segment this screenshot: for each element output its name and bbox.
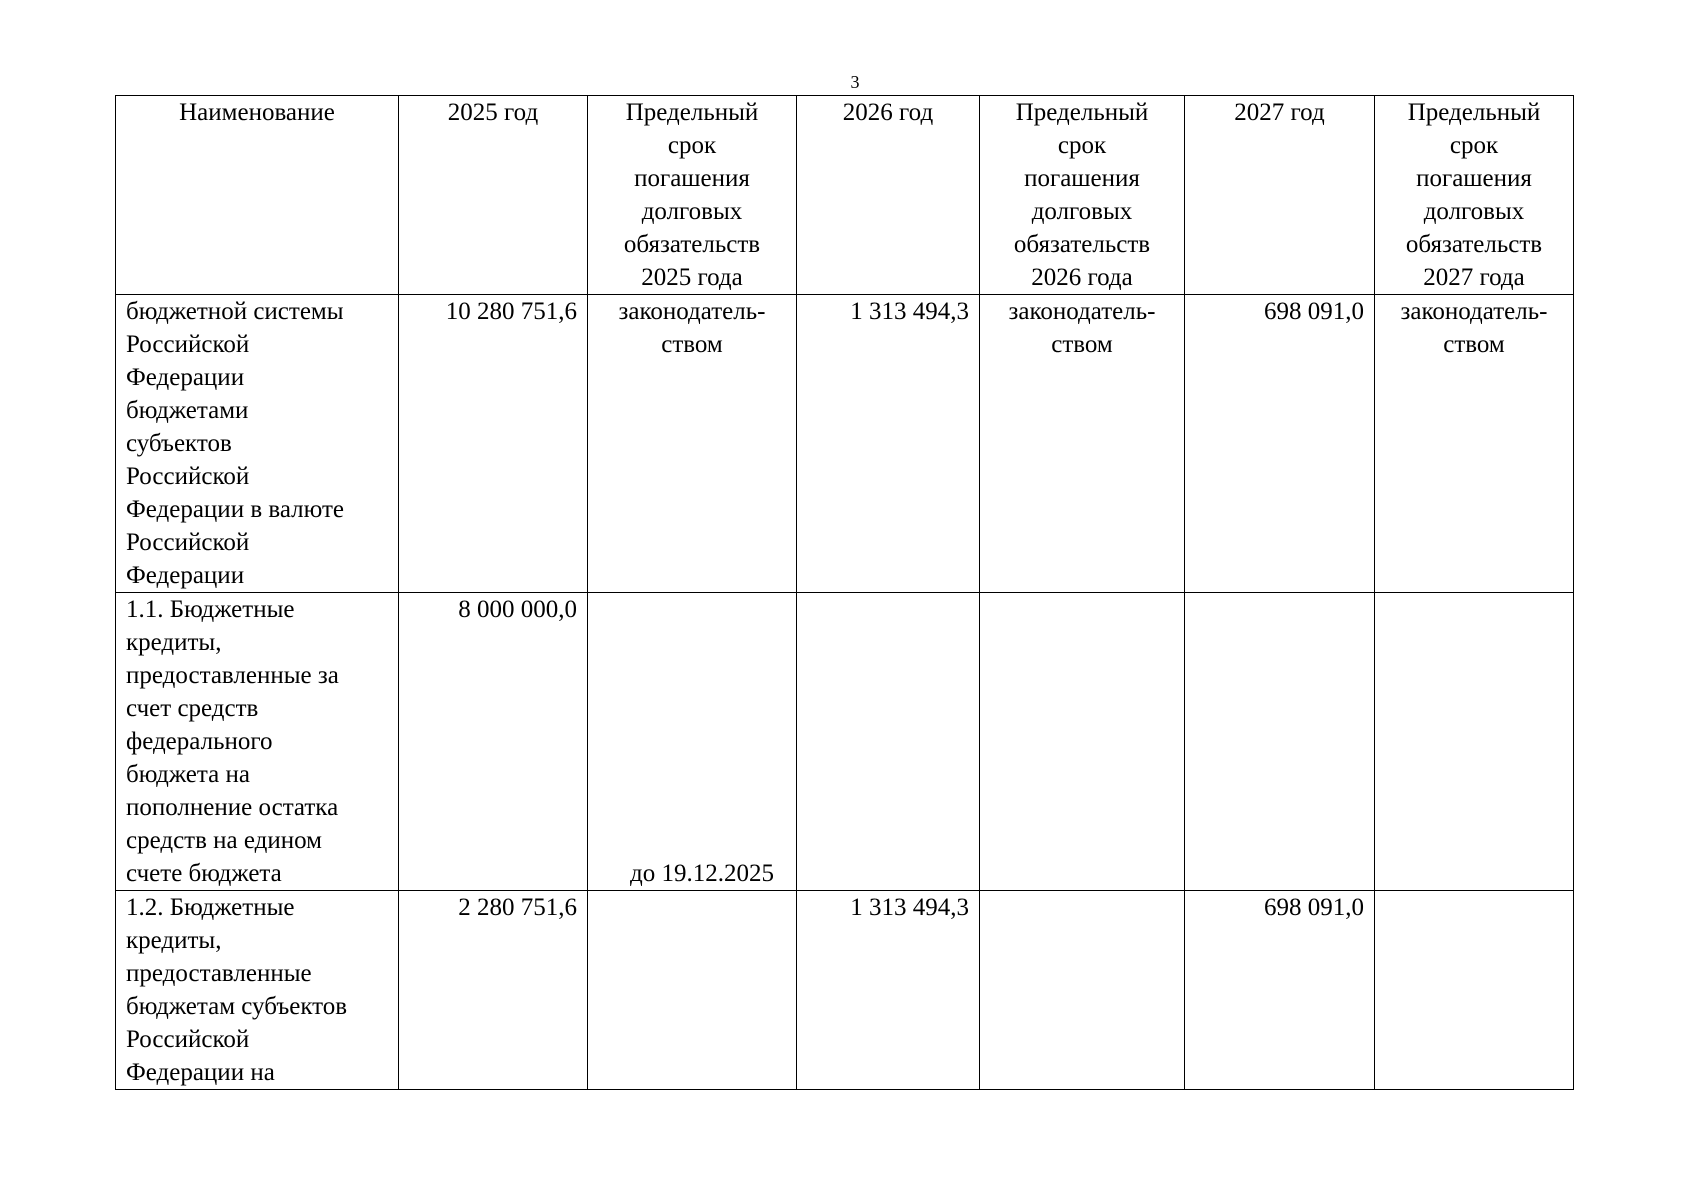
row-name: 1.1. Бюджетные кредиты, предоставленные за счет средств федерального бюджета на пополнение остатка средств на едином счете бюджета <box>116 593 399 891</box>
value-2026: 1 313 494,3 <box>797 891 980 1090</box>
header-name: Наименование <box>116 96 399 295</box>
row-name: бюджетной системы Российской Федерации бюджетами субъектов Российской Федерации в валюте Российской Федерации <box>116 295 399 593</box>
debt-obligations-table <box>115 95 1574 1090</box>
table-row <box>116 295 1574 593</box>
value-2025: 8 000 000,0 <box>399 593 588 891</box>
value-2026 <box>797 593 980 891</box>
table-header-row <box>116 96 1574 295</box>
value-2027: 698 091,0 <box>1185 295 1375 593</box>
row-name: 1.2. Бюджетные кредиты, предоставленные бюджетам субъектов Российской Федерации на <box>116 891 399 1090</box>
value-2025: 10 280 751,6 <box>399 295 588 593</box>
term-2025: законодатель- ством <box>588 295 797 593</box>
term-2027 <box>1375 891 1574 1090</box>
term-2027: законодатель- ством <box>1375 295 1574 593</box>
page-number: 3 <box>850 72 860 92</box>
value-2025: 2 280 751,6 <box>399 891 588 1090</box>
term-2026 <box>980 891 1185 1090</box>
term-2025 <box>588 891 797 1090</box>
table-row <box>116 593 1574 891</box>
header-term-2025: Предельный срок погашения долговых обязательств 2025 года <box>588 96 797 295</box>
table-row <box>116 891 1574 1090</box>
term-2025: до 19.12.2025 <box>588 593 797 891</box>
header-2025: 2025 год <box>399 96 588 295</box>
header-2027: 2027 год <box>1185 96 1375 295</box>
term-2026: законодатель- ством <box>980 295 1185 593</box>
header-term-2027: Предельный срок погашения долговых обязательств 2027 года <box>1375 96 1574 295</box>
value-2027 <box>1185 593 1375 891</box>
header-term-2026: Предельный срок погашения долговых обязательств 2026 года <box>980 96 1185 295</box>
term-2027 <box>1375 593 1574 891</box>
value-2027: 698 091,0 <box>1185 891 1375 1090</box>
term-2026 <box>980 593 1185 891</box>
value-2026: 1 313 494,3 <box>797 295 980 593</box>
header-2026: 2026 год <box>797 96 980 295</box>
